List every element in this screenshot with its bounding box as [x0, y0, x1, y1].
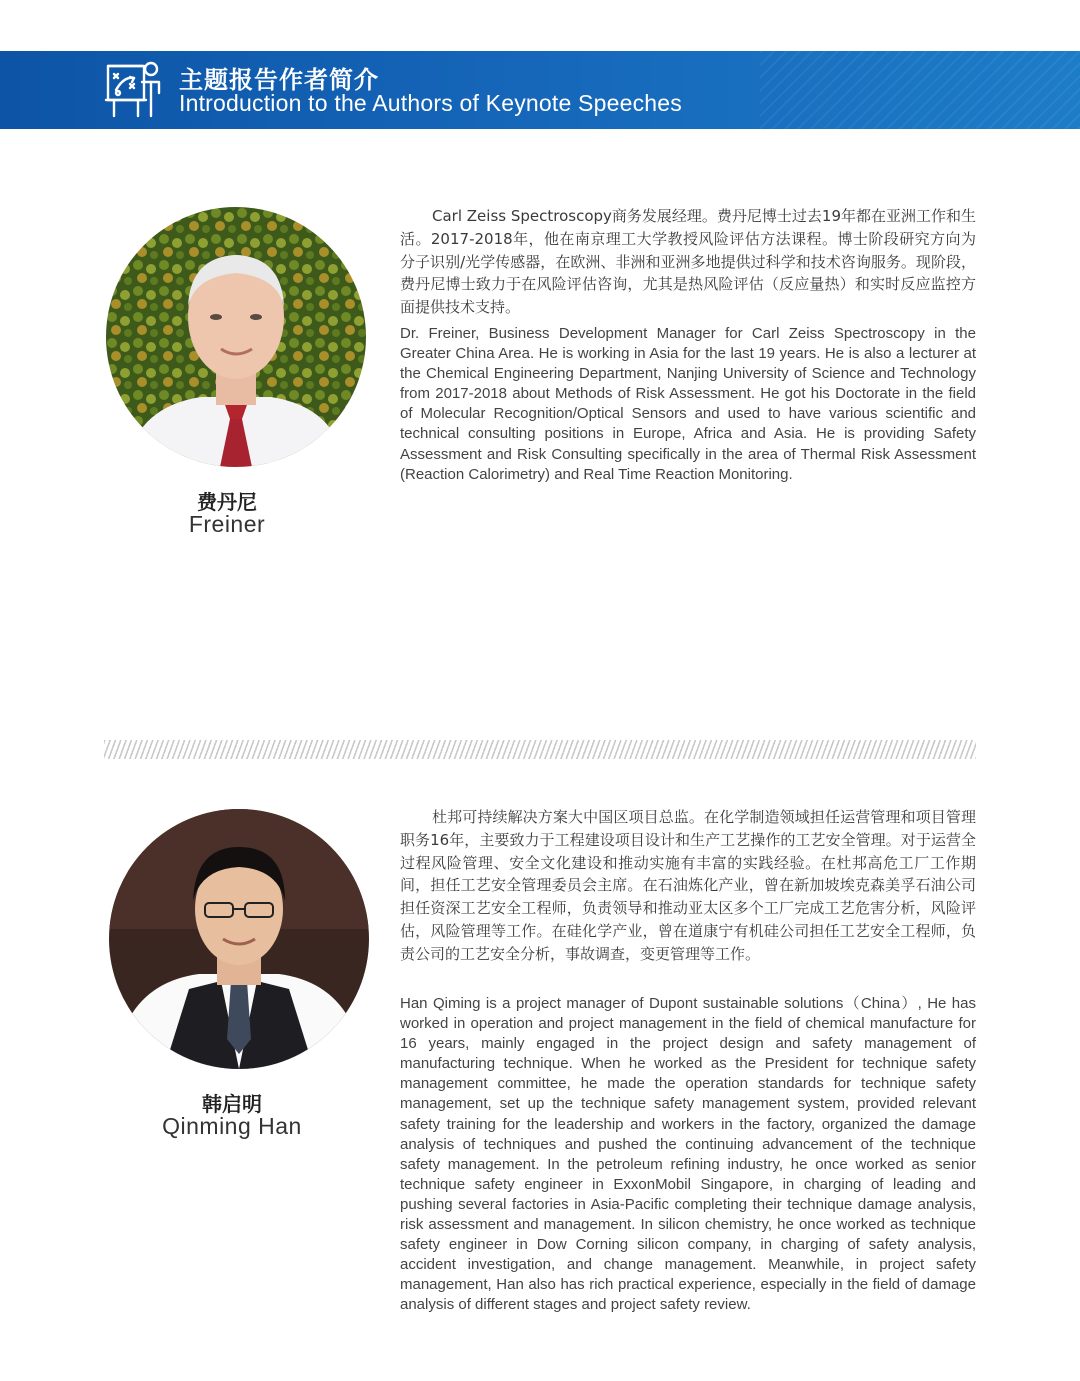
author-name-zh: 费丹尼	[197, 490, 257, 514]
presentation-board-icon	[104, 60, 162, 120]
section-title-en: Introduction to the Authors of Keynote Speeches	[179, 90, 682, 116]
author-name-en: Qinming Han	[162, 1113, 302, 1139]
author-name-en: Freiner	[188, 511, 266, 537]
section-title-zh: 主题报告作者简介	[179, 66, 379, 94]
author-photo-freiner	[106, 207, 366, 467]
section-divider	[104, 740, 976, 759]
author-photo-qinming-han	[109, 809, 369, 1069]
author-bio-zh: Carl Zeiss Spectroscopy商务发展经理。费丹尼博士过去19年都在亚洲工作和生活。2017-2018年，他在南京理工大学教授风险评估方法课程。博士阶段研究方向为分子识别/光学传感器，在欧洲、非洲和亚洲多地提供过科学和技术咨询服务。现阶段，费丹尼博士致力于在风险评估咨询，尤其是热风险评估（反应量热）和实时反应监控方面提供技术支持。	[400, 207, 976, 317]
author-bio-zh: 杜邦可持续解决方案大中国区项目总监。在化学制造领域担任运营管理和项目管理职务16年，主要致力于工程建设项目设计和生产工艺操作的工艺安全管理。对于运营全过程风险管理、安全文化建设和推动实施有丰富的实践经验。在杜邦高危工厂工作期间，担任工艺安全管理委员会主席。在石油炼化产业，曾在新加坡埃克森美孚石油公司担任资深工艺安全工程师，负责领导和推动亚太区多个工厂完成工艺危害分析，风险评估，风险管理等工作。在硅化学产业，曾在道康宁有机硅公司担任工艺安全工程师，负责公司的工艺安全分析，事故调查，变更管理等工作。	[400, 808, 976, 963]
author-name-zh: 韩启明	[202, 1092, 262, 1116]
author-bio-en: Han Qiming is a project manager of Dupont sustainable solutions（China）, He has worked in operation and project management in the field of chemical manufacture for 16 years, mainly engaged in the project design and safety management of manufacturing technique. When he worked as the President for technique safety management committee, he made the operation standards for technique safety management, set up the technique safety management system, provided relevant safety training for the leadership and workers in the factory, organized the damage analysis of techniques and pushed the continuing advancement of the technique safety management. In the petroleum refining industry, he once worked as senior technique safety engineer in ExxonMobil Singapore, in charging of leading and pushing several factories in Asia-Pacific completing their technique damage analysis, risk assessment and management. In silicon chemistry, he once worked as technique safety engineer in Dow Corning silicon company, in charging of safety analysis, accident investigation, and change management. Meanwhile, in project safety management, Han also has rich practical experience, especially in the field of damage analysis of different stages and project safety review.	[400, 995, 976, 1314]
author-bio-en: Dr. Freiner, Business Development Manager for Carl Zeiss Spectroscopy in the Greater China Area. He is working in Asia for the last 19 years. He is also a lecturer at the Chemical Engineering Department, Nanjing University of Science and Technology from 2017-2018 about Methods of Risk Assessment. He got his Doctorate in the field of Molecular Recognition/Optical Sensors and used to have various scientific and technical consulting positions in Europe, Africa and Asia. He is providing Safety Assessment and Risk Consulting specifically in the area of Thermal Risk Assessment (Reaction Calorimetry) and Real Time Reaction Monitoring.	[400, 325, 976, 483]
